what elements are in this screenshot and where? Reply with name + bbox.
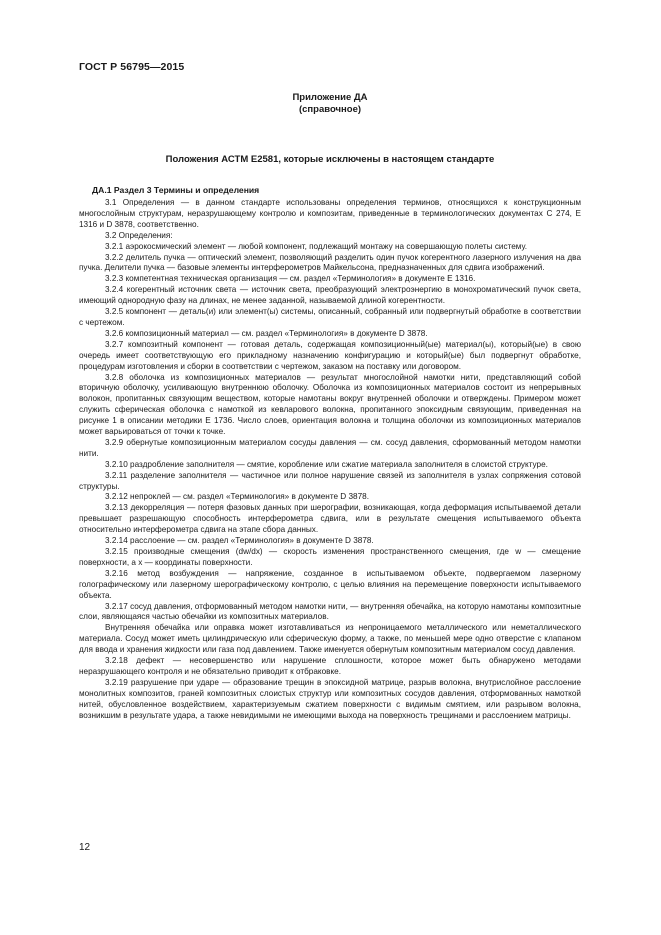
- paragraph: 3.2.3 компетентная техническая организация — см. раздел «Терминология» в документе Е 1316.: [105, 274, 476, 284]
- paragraph: 3.2.18 дефект — несовершенство или нарушение сплошности, которое может быть обнаружено методами неразрушающего контроля и не обязательно приводит к отбраковке.: [79, 656, 581, 676]
- main-heading: Положения АСТМ Е2581, которые исключены в настоящем стандарте: [165, 154, 495, 165]
- paragraph: 3.2.15 производные смещения (dw/dx) — скорость изменения пространственного смещения, где w — смещение поверхности, а x — координаты поверхности.: [79, 547, 581, 567]
- paragraph: 3.2.6 композиционный материал — см. раздел «Терминология» в документе D 3878.: [105, 328, 428, 338]
- paragraph: 3.2.16 метод возбуждения — напряжение, созданное в испытываемом объекте, подвергаемом лазерному голографическому или лазерному шерографическому контролю, с целью влияния на перемещение поверхности испытываемого объекта.: [79, 568, 581, 600]
- page-number: 12: [79, 842, 91, 853]
- paragraph: 3.2.1 аэрокосмический элемент — любой компонент, подлежащий монтажу на совершающую полеты систему.: [105, 241, 528, 251]
- paragraph: 3.2.12 непроклей — см. раздел «Терминология» в документе D 3878.: [105, 492, 369, 502]
- paragraph: 3.2.4 когерентный источник света — источник света, преобразующий электроэнергию в монохроматический пучок света, имеющий однородную фазу на длинах, не менее заданной, называемой длиной когерентности.: [79, 285, 581, 306]
- section-heading: ДА.1 Раздел 3 Термины и определения: [92, 185, 260, 195]
- appendix-subtitle: (справочное): [298, 104, 362, 115]
- paragraph: 3.2.17 сосуд давления, отформованный методом намотки нити, — внутренняя обечайка, на которую намотаны композитные слои, являющаяся частью обечайки из композитных материалов.: [79, 601, 581, 622]
- document-code: ГОСТ Р 56795—2015: [79, 61, 185, 73]
- appendix-title: Приложение ДА: [292, 92, 368, 103]
- paragraph: 3.2.2 делитель пучка — оптический элемент, позволяющий разделить один пучок когерентного лазерного излучения на два пучка. Делители пучка — базовые элементы интерферометров Майкельсона, предназначенных для сдвига изображений.: [79, 252, 581, 273]
- paragraph: 3.2.5 компонент — деталь(и) или элемент(ы) системы, описанный, собранный или подвергнутый обработке в соответствии с чертежом.: [79, 307, 581, 327]
- paragraph: 3.1 Определения — в данном стандарте использованы определения терминов, относящихся к конструкционным многослойным структурам, неразрушающему контролю и композитам, приведенные в терминологических документах С 274, Е 1316 и D 3878, соответственно.: [79, 198, 581, 229]
- paragraph: 3.2.13 декорреляция — потеря фазовых данных при шерографии, возникающая, когда деформация испытываемой детали превышает разрешающую способность интерферометра сдвига, или в результате смещения испытываемого объекта относительно интерферометра сдвига на этапе сбора данных.: [79, 503, 581, 535]
- paragraph: 3.2.8 оболочка из композиционных материалов — результат многослойной намотки нити, представляющий собой вторичную оболочку, усиливающую внутреннюю оболочку. Оболочка из композиционных материалов состоит из непрерывных волокон, пропитанных связующим веществом, которые намотаны вокруг внутренней оболочки и отверждены. Примером может служить сферическая оболочка с намоткой из кевларового волокна, пропитанного эпоксидным связующим, приведенная на рисунке 1 в описании методики Е 1736. Число слоев, ориентация волокна и толщина оболочки из композиционных материалов может варьироваться от точки к точке.: [79, 372, 581, 437]
- paragraph: 3.2 Определения:: [105, 230, 173, 240]
- paragraph: 3.2.10 раздробление заполнителя — смятие, коробление или сжатие материала заполнителя в слоистой структуре.: [105, 459, 548, 469]
- document-body: [79, 198, 581, 722]
- paragraph: 3.2.11 разделение заполнителя — частичное или полное нарушение связей из заполнителя в узлах сопряжения сотовой структуры.: [79, 470, 581, 491]
- paragraph: Внутренняя обечайка или оправка может изготавливаться из непроницаемого металлического или неметаллического материала. Сосуд может иметь цилиндрическую или сферическую форму, а также, по меньшей мере одно отверстие с клапаном для ввода и хранения жидкости или газа под давлением. Также именуется обернутым композитным материалом сосуд давления.: [79, 623, 581, 655]
- paragraph: 3.2.7 композитный компонент — готовая деталь, содержащая композиционный(ые) материал(ы), который(ые) в свою очередь имеет соответствующую его прикладному назначению конфигурацию и который(ые) был подвергнут обработке, процедурам изготовления и сборки в соответствии с чертежом, заказом на поставку или договором.: [79, 339, 581, 371]
- paragraph: 3.2.9 обернутые композиционным материалом сосуды давления — см. сосуд давления, сформованный методом намотки нити.: [79, 437, 581, 458]
- paragraph: 3.2.14 расслоение — см. раздел «Терминология» в документе D 3878.: [105, 536, 374, 546]
- appendix-block: [79, 92, 581, 116]
- paragraph: 3.2.19 разрушение при ударе — образование трещин в эпоксидной матрице, разрыв волокна, внутрислойное расслоение монолитных композитов, граней композитных слоистых структур или композитных сосудов давления, отформованных намоткой нитей, обусловленное воздействием, характеризуемым сжатием поверхности с видимым смятием, или разрывом волокна, возникшим в результате удара, а также невидимыми не имеющими выхода на поверхность трещинами и расслоением матрицы.: [79, 677, 581, 720]
